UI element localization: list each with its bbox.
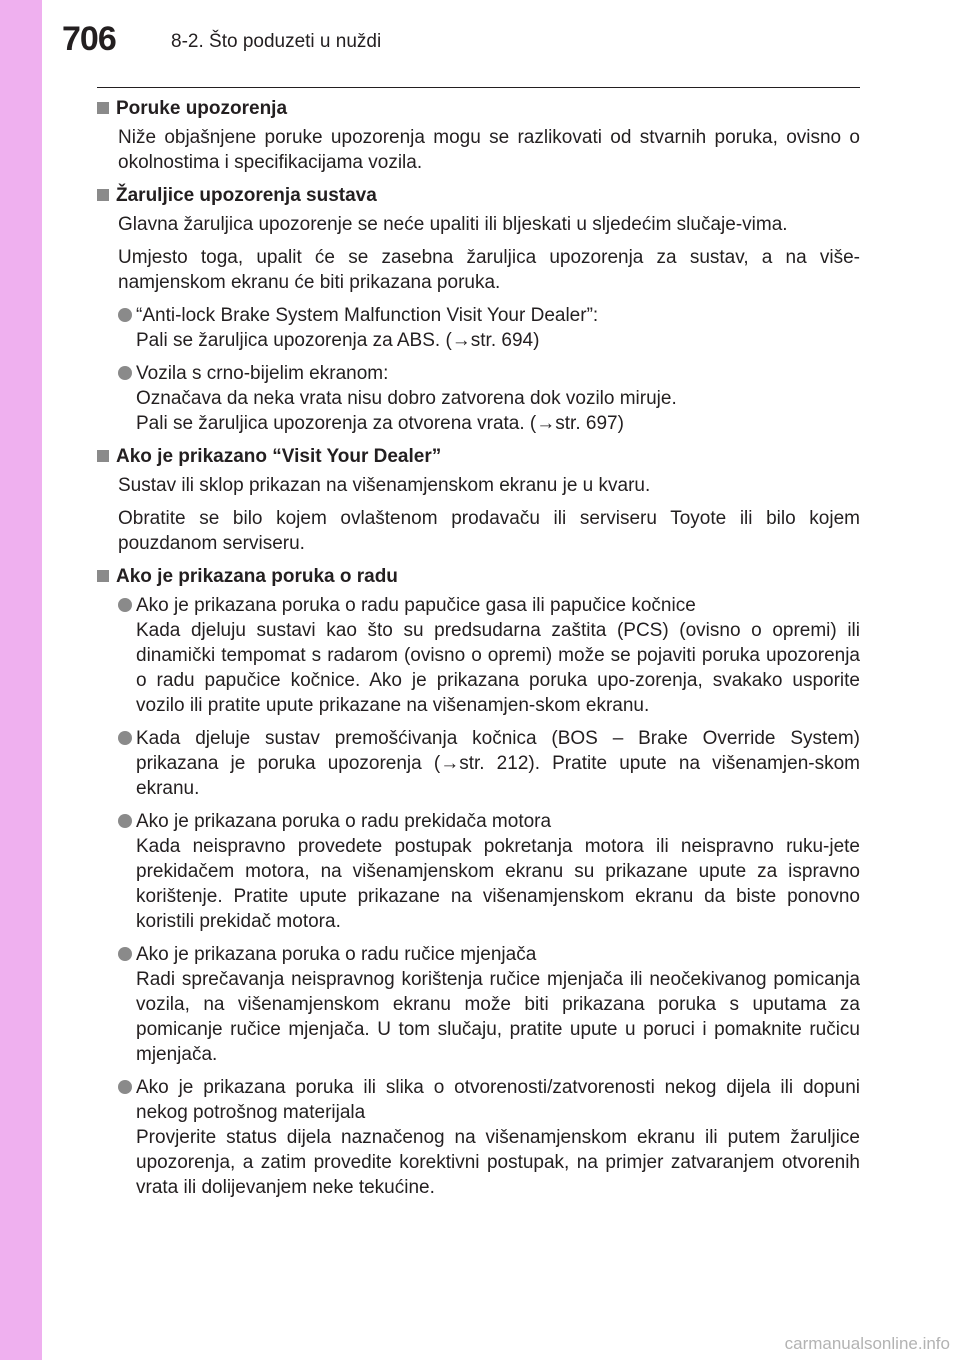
- section-title: Ako je prikazana poruka o radu: [116, 566, 398, 587]
- bullet-text: [136, 809, 860, 934]
- bullet-line: Radi sprečavanja neispravnog korištenja ručice mjenjača ili neočekivanog pomicanja vozila, na višenamjenskom ekranu može biti prikazana poruka s uputama za pomicanje ručice mjenjača. U tom slučaju, pratite upute u poruci i pomaknite ručicu mjenjača.: [136, 969, 860, 1065]
- bullet-item: [118, 809, 860, 934]
- paragraph: Obratite se bilo kojem ovlaštenom prodavaču ili serviseru Toyote ili bilo kojem pouzdanom serviseru.: [118, 508, 860, 554]
- section-title: Žaruljice upozorenja sustava: [116, 185, 377, 206]
- section-heading: [97, 564, 860, 589]
- bullet-text: [136, 593, 860, 718]
- round-bullet-icon: [118, 366, 132, 380]
- page-number: 706: [62, 20, 116, 58]
- bullet-line: Ako je prikazana poruka o radu papučice gasa ili papučice kočnice: [136, 595, 696, 616]
- bullet-line: Kada djeluje sustav premošćivanja kočnica (BOS – Brake Override System) prikazana je poruka upozorenja (→str. 212). Pratite upute na višenamjen-skom ekranu.: [136, 728, 860, 799]
- bullet-line: Kada neispravno provedete postupak pokretanja motora ili neispravno ruku-jete prekidačem motora, na višenamjenskom ekranu su prikazane upute za ispravno korištenje. Pratite upute prikazane na višenamjenskom ekranu da biste ponovno koristili prekidač motora.: [136, 836, 860, 932]
- bullet-text: [136, 942, 860, 1067]
- round-bullet-icon: [118, 731, 132, 745]
- bullet-line: Ako je prikazana poruka ili slika o otvorenosti/zatvorenosti nekog dijela ili dopuni nekog potrošnog materijala: [136, 1077, 860, 1123]
- bullet-line: “Anti-lock Brake System Malfunction Visit Your Dealer”:: [136, 305, 599, 326]
- header-divider: [97, 87, 860, 88]
- bullet-item: [118, 726, 860, 801]
- section-heading: [97, 96, 860, 121]
- bullet-item: [118, 593, 860, 718]
- bullet-line: Označava da neka vrata nisu dobro zatvorena dok vozilo miruje.: [136, 388, 677, 409]
- square-bullet-icon: [97, 102, 109, 114]
- square-bullet-icon: [97, 450, 109, 462]
- paragraph: Sustav ili sklop prikazan na višenamjenskom ekranu je u kvaru.: [118, 475, 651, 496]
- round-bullet-icon: [118, 308, 132, 322]
- bullet-line: Pali se žaruljica upozorenja za ABS. (→str. 694): [136, 330, 540, 351]
- page-content: [97, 96, 860, 1208]
- bullet-line: Provjerite status dijela naznačenog na višenamjenskom ekranu ili putem žaruljice upozorenja, a zatim provedite korektivni postupak, na primjer zatvaranjem otvorenih vrata ili dolijevanjem neke tekućine.: [136, 1127, 860, 1198]
- bullet-item: [118, 361, 860, 436]
- side-tab-strip: [0, 0, 42, 1360]
- bullet-item: [118, 1075, 860, 1200]
- paragraph: Niže objašnjene poruke upozorenja mogu se razlikovati od stvarnih poruka, ovisno o okolnostima i specifikacijama vozila.: [118, 127, 860, 173]
- paragraph: Umjesto toga, upalit će se zasebna žaruljica upozorenja za sustav, a na više-namjenskom ekranu će biti prikazana poruka.: [118, 247, 860, 293]
- watermark: carmanualsonline.info: [784, 1334, 950, 1353]
- bullet-text: [136, 1075, 860, 1200]
- square-bullet-icon: [97, 189, 109, 201]
- bullet-line: Kada djeluju sustavi kao što su predsudarna zaštita (PCS) (ovisno o opremi) ili dinamički tempomat s radarom (ovisno o opremi) može se pojaviti poruka upozorenja o radu papučice kočnice. Ako je prikazana poruka upo-zorenja, svakako usporite vozilo ili pratite upute prikazane na višenamjen-skom ekranu.: [136, 620, 860, 716]
- square-bullet-icon: [97, 570, 109, 582]
- bullet-item: [118, 303, 860, 353]
- bullet-text: [136, 303, 860, 353]
- bullet-text: [136, 726, 860, 801]
- section-heading: [97, 444, 860, 469]
- round-bullet-icon: [118, 947, 132, 961]
- section: [97, 183, 860, 436]
- section-header: 8-2. Što poduzeti u nuždi: [171, 31, 382, 52]
- section-title: Poruke upozorenja: [116, 98, 288, 119]
- section-title: Ako je prikazano “Visit Your Dealer”: [116, 446, 442, 467]
- bullet-line: Ako je prikazana poruka o radu ručice mjenjača: [136, 944, 537, 965]
- bullet-item: [118, 942, 860, 1067]
- bullet-text: [136, 361, 860, 436]
- section-heading: [97, 183, 860, 208]
- section: [97, 96, 860, 175]
- round-bullet-icon: [118, 1080, 132, 1094]
- bullet-line: Ako je prikazana poruka o radu prekidača motora: [136, 811, 552, 832]
- section: [97, 564, 860, 1200]
- bullet-line: Vozila s crno-bijelim ekranom:: [136, 363, 389, 384]
- paragraph: Glavna žaruljica upozorenje se neće upaliti ili bljeskati u sljedećim slučaje-vima.: [118, 214, 788, 235]
- round-bullet-icon: [118, 598, 132, 612]
- bullet-line: Pali se žaruljica upozorenja za otvorena vrata. (→str. 697): [136, 413, 624, 434]
- section: [97, 444, 860, 556]
- round-bullet-icon: [118, 814, 132, 828]
